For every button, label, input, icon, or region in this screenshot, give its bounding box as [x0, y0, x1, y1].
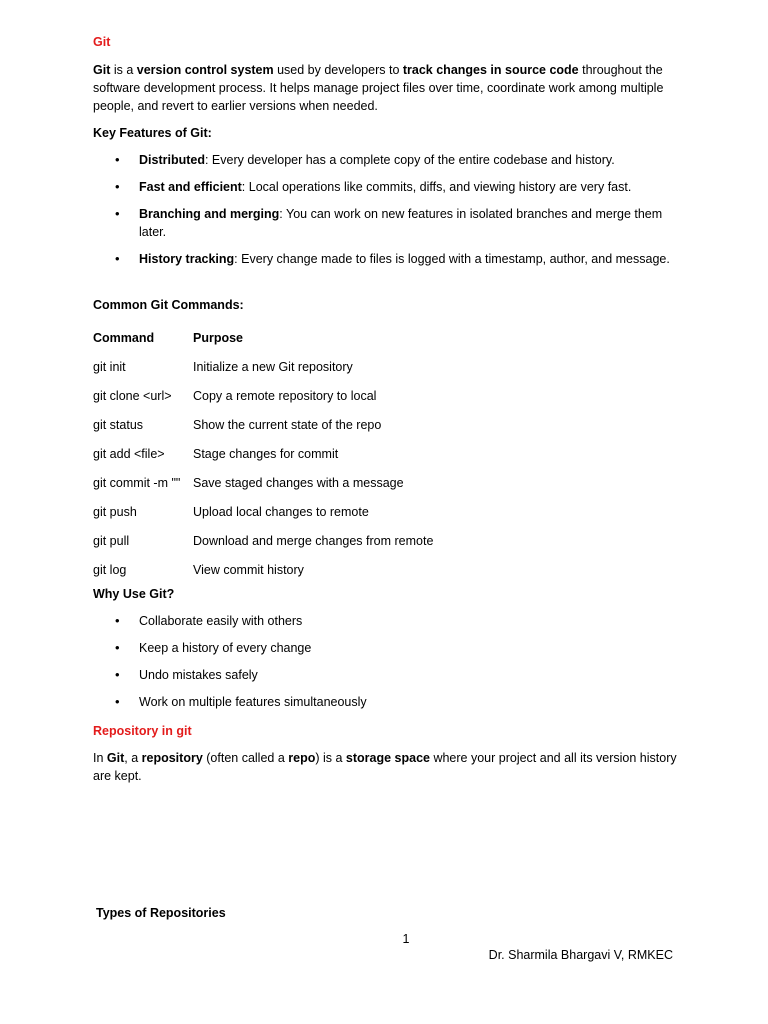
repo-term-repo: repo — [288, 751, 316, 765]
repo-text-3: (often called a — [202, 751, 289, 765]
command-cell: git status — [93, 417, 144, 432]
table-row — [93, 498, 433, 527]
intro-text-1: is a — [110, 63, 137, 77]
feature-term: Branching and merging — [139, 207, 280, 221]
features-list — [93, 151, 683, 268]
repo-term-storage: storage space — [345, 751, 430, 765]
feature-text: : Every developer has a complete copy of the entire codebase and history. — [204, 153, 615, 167]
table-row — [93, 468, 433, 497]
repo-text-1: In — [93, 751, 107, 765]
command-cell: git commit -m "" — [93, 476, 181, 491]
repo-term-repository: repository — [141, 751, 203, 765]
column-header-purpose: Purpose — [193, 330, 244, 345]
intro-text-3: throughout the software development process. It helps manage project files over time, coordinate work among multiple people, and revert to earlier versions when needed. — [93, 63, 664, 113]
command-cell: git log — [93, 563, 127, 578]
types-heading: Types of Repositories — [96, 906, 226, 920]
list-item: • Keep a history of every change — [93, 639, 683, 657]
features-heading: Key Features of Git: — [93, 126, 212, 140]
repo-text-4: ) is a — [315, 751, 346, 765]
why-list — [93, 612, 683, 711]
command-cell: git pull — [93, 534, 130, 549]
command-cell: git clone <url> — [93, 388, 172, 403]
command-cell: git push — [93, 505, 137, 520]
intro-text-2: used by developers to — [273, 63, 403, 77]
repo-text-2: , a — [124, 751, 142, 765]
purpose-cell: Upload local changes to remote — [193, 505, 369, 520]
commands-heading: Common Git Commands: — [93, 298, 244, 312]
intro-term-track: track changes in source code — [402, 63, 579, 77]
intro-term-vcs: version control system — [136, 63, 274, 77]
repo-text-5: where your project and all its version history are kept. — [93, 751, 677, 783]
feature-text: : You can work on new features in isolated branches and merge them later. — [139, 207, 663, 239]
list-item: • Work on multiple features simultaneously — [93, 693, 683, 711]
purpose-cell: Copy a remote repository to local — [193, 388, 377, 403]
table-row — [93, 556, 433, 585]
feature-term: Distributed — [139, 153, 205, 167]
table-row — [93, 381, 433, 410]
command-cell: git init — [93, 359, 126, 374]
command-cell: git add <file> — [93, 446, 165, 461]
table-row — [93, 352, 433, 381]
why-heading: Why Use Git? — [93, 587, 175, 601]
list-item: • Collaborate easily with others — [93, 612, 683, 630]
intro-term-git: Git — [93, 63, 111, 77]
column-header-command: Command — [93, 330, 155, 345]
purpose-cell: Initialize a new Git repository — [193, 359, 353, 374]
list-item — [93, 151, 683, 169]
table-header-row — [93, 323, 433, 352]
list-item — [93, 205, 683, 241]
repository-paragraph — [93, 749, 683, 785]
commands-table — [93, 323, 433, 585]
feature-text: : Local operations like commits, diffs, and viewing history are very fast. — [241, 180, 632, 194]
repository-heading: Repository in git — [93, 724, 192, 738]
purpose-cell: Save staged changes with a message — [193, 476, 404, 491]
table-row — [93, 527, 433, 556]
table-row — [93, 410, 433, 439]
purpose-cell: Show the current state of the repo — [193, 417, 382, 432]
purpose-cell: View commit history — [193, 563, 304, 578]
table-row — [93, 439, 433, 468]
purpose-cell: Stage changes for commit — [193, 446, 339, 461]
page-number: 1 — [402, 932, 410, 946]
list-item: • Undo mistakes safely — [93, 666, 683, 684]
intro-paragraph — [93, 61, 683, 115]
page-title: Git — [93, 35, 111, 49]
feature-term: History tracking — [139, 252, 235, 266]
list-item — [93, 178, 683, 196]
feature-term: Fast and efficient — [139, 180, 242, 194]
list-item — [93, 250, 683, 268]
feature-text: : Every change made to files is logged with a timestamp, author, and message. — [234, 252, 670, 266]
purpose-cell: Download and merge changes from remote — [193, 534, 434, 549]
footer-author: Dr. Sharmila Bhargavi V, RMKEC — [488, 948, 673, 962]
repo-term-git: Git — [106, 751, 125, 765]
